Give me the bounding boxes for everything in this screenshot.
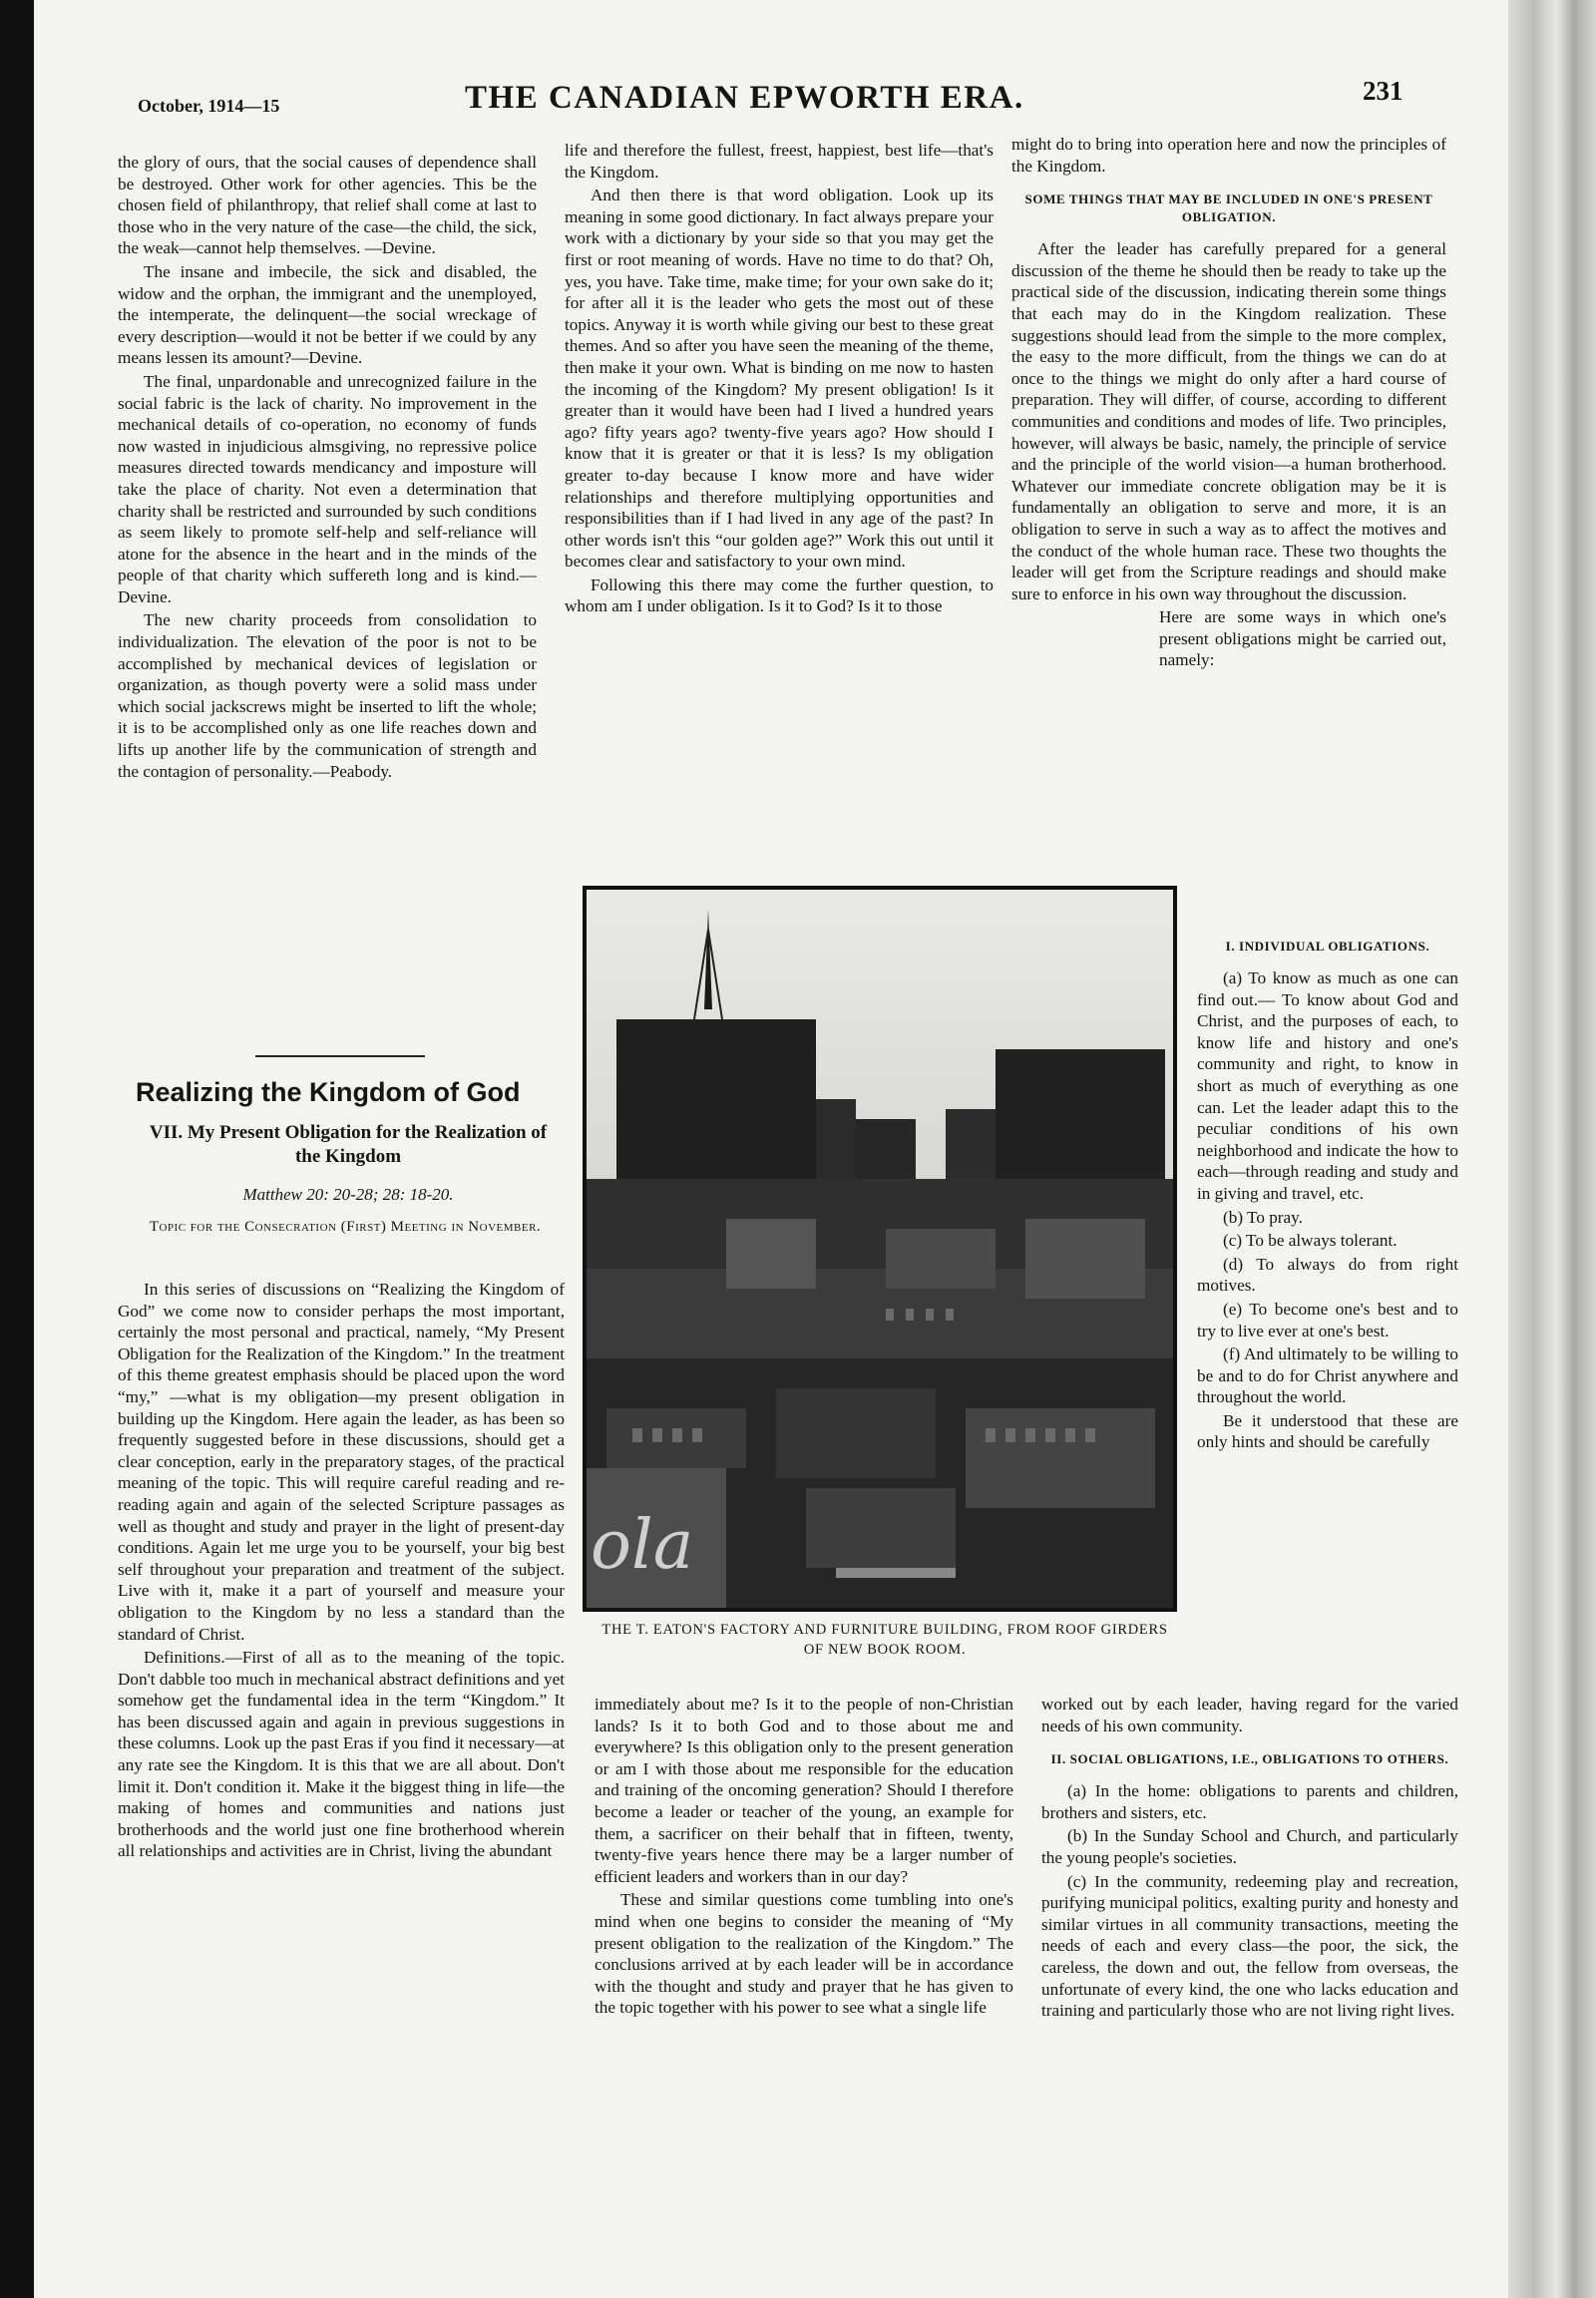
paragraph: The insane and imbecile, the sick and disabled, the widow and the orphan, the immigrant and the unemployed, the intemperate, the delinquent—the social wreckage of every description—would it not be better if we could by any means lessen its amount?—Devine. [118,261,537,368]
page-number: 231 [1363,76,1403,106]
photo-illustration [587,890,1173,1608]
paragraph: The final, unpardonable and unrecognized failure in the social fabric is the lack of charity. No improvement in the mechanical details of co-operation, no economy of funds now wasted in injudicious almsgiving, no repressive police measures directed towards mendicancy and imposture will take the place of charity. Not even a determination that charity shall be restricted and surrounded by such conditions as seem likely to promote self-help and self-reliance will atone for the absence in the heart and in the minds of the people of that charity which suffereth long and is kind.—Devine. [118,371,537,606]
subheading: SOME THINGS THAT MAY BE INCLUDED IN ONE'S PRESENT OBLIGATION. [1024,192,1433,225]
column-3-bottom [1041,1694,1458,2022]
column-1-top [118,152,537,782]
scripture-text: Matthew 20: 20-28; 28: 18-20. [242,1185,454,1204]
paragraph: worked out by each leader, having regard for the varied needs of his own community. [1041,1695,1458,1735]
subheading: I. INDIVIDUAL OBLIGATIONS. [1225,939,1430,954]
column-3-middle [1197,938,1458,1453]
book-binding-edge [1508,0,1596,2298]
paragraph: These and similar questions come tumbling into one's mind when one begins to consider the meaning of “My present obligation to the realization of the Kingdom.” The conclusions arrived at by each leader will be in accordance with the thought and study and prayer that he has given to the topic together with his power to see what a single life [595,1890,1013,2018]
magazine-title: THE CANADIAN EPWORTH ERA. [465,80,1024,116]
section-subtitle: VII. My Present Obligation for the Realization of the Kingdom [149,1122,548,1167]
list-item: (a) To know as much as one can find out.— To know about God and Christ, and the purposes of each, to know life and history and one's community and right, to know in short as much of everything as one can. Let the leader adapt this to the peculiar conditions of his own neighborhood and indicate the how to each—through reading and study and in giving and travel, etc. [1197,968,1458,1203]
paragraph: After the leader has carefully prepared for a general discussion of the theme he should then be ready to take up the practical side of the discussion, indicating therein some things that each may do in the Kingdom realization. These suggestions should lead from the simple to the more complex, the easy to the more difficult, from the things we can do at once to the things we might do only after a hard course of preparation. They will differ, of course, according to different communities and conditions and modes of life. Two principles, however, will always be basic, namely, the principle of service and the principle of the world vision—a human brotherhood. Whatever our immediate concrete obligation may be it is fundamentally an obligation to serve and more, it is an obligation to serve in such a way as to affect the motives and the conduct of the whole human race. These two thoughts the leader will get from the Scripture readings and should make sure to enforce in his own way throughout the discussion. [1011,239,1446,603]
paragraph: Definitions.—First of all as to the meaning of the topic. Don't dabble too much in mechanical abstract definitions and yet somehow get the fundamental idea in the term “Kingdom.” It has been discussed again and again in previous suggestions in these columns. Look up the past Eras if you find it necessary—at any rate see the Kingdom. It is this that we are all about. Don't limit it. Don't condition it. Make it the biggest thing in life—the making of homes and communities and nations just brotherhoods and the world just one fine brotherhood wherein all relationships and activities are in Christ, living the abundant [118,1648,565,1861]
paragraph: In this series of discussions on “Realizing the Kingdom of God” we come now to consider perhaps the most important, certainly the most personal and practical, namely, “My Present Obligation for the Realization of the Kingdom.” In the treatment of this theme greatest emphasis should be placed upon the word “my,” —what is my obligation—my present obligation in building up the Kingdom. Here again the leader, as has been so frequently suggested before in these discussions, should get a clear conception, early in the preparatory stages, of the practical meaning of the topic. This will require careful reading and re-reading again and again of the selected Scripture passages as well as thought and study and prayer in the light of present-day conditions. Again let me urge you to be yourself, your big best self throughout your preparation and treatment of the subject. Live with it, make it a part of yourself and measure your obligation to the Kingdom by no less a standard than the standard of Christ. [118,1280,565,1644]
factory-photo [583,886,1177,1612]
column-1-bottom [118,1279,565,1862]
list-item: (c) In the community, redeeming play and recreation, purifying municipal politics, exalting purity and honesty and similar virtues in all community transactions, meeting the needs of each and every class—the poor, the sick, the careless, the down and out, the fellow from overseas, the unfortunate of every kind, the one who lacks education and training and particularly those who are not living right lives. [1041,1871,1458,2021]
column-3-top [1011,134,1446,671]
list-item: (b) In the Sunday School and Church, and particularly the young people's societies. [1041,1826,1458,1867]
column-2-top [565,140,994,617]
sign-lettering: ola [591,1506,694,1585]
list-item: (e) To become one's best and to try to live ever at one's best. [1197,1299,1458,1340]
list-item: (a) In the home: obligations to parents and children, brothers and sisters, etc. [1041,1781,1458,1822]
paragraph: life and therefore the fullest, freest, happiest, best life—that's the Kingdom. [565,141,994,182]
column-2-bottom [595,1694,1013,2019]
photo-caption: THE T. EATON'S FACTORY AND FURNITURE BUILDING, FROM ROOF GIRDERS OF NEW BOOK ROOM. [601,1622,1168,1658]
paragraph: Here are some ways in which one's present obligations might be carried out, namely: [1159,607,1446,670]
section-divider [255,1055,425,1057]
scripture-reference [140,1185,557,1205]
section-title: Realizing the Kingdom of God [136,1077,521,1107]
paragraph: the glory of ours, that the social causes of dependence shall be destroyed. Other work for other agencies. This be the chosen field of philanthropy, that relief shall come at last to those who in the very nature of the case—the child, the sick, the weak—cannot help themselves. —Devine. [118,153,537,258]
paragraph: And then there is that word obligation. Look up its meaning in some good dictionary. In fact always prepare your work with a dictionary by your side so that you may get the first or root meaning of words. Have no time to do that? Oh, yes, you have. Take time, make time; for your own sake do it; for after all it is the leader who gets the most out of these topics. Anyway it is worth while giving our best to these great themes. And so after you have seen the meaning of the theme, then make it your own. What is binding on me now to hasten the incoming of the Kingdom? My present obligation! Is it greater than it would have been had I lived a hundred years ago? fifty years ago? twenty-five years ago? How should I know that it is greater or that it is less? Is my obligation greater to-day because I know more and have wider relationships and therefore multiplying opportunities and responsibilities than if I had lived in any age of the past? In other words isn't this “our golden age?” Work this out until it becomes clear and satisfactory to your own mind. [565,186,994,572]
paragraph: Be it understood that these are only hints and should be carefully [1197,1410,1458,1452]
list-item: (b) To pray. [1223,1207,1303,1227]
scan-left-margin [0,0,34,2298]
topic-line: Topic for the Consecration (First) Meeting in November. [149,1219,542,1235]
paragraph: Following this there may come the further question, to whom am I under obligation. Is it to God? Is it to those [565,574,994,616]
paragraph: The new charity proceeds from consolidation to individualization. The elevation of the poor is not to be accomplished by mechanical devices of legislation or organization, as though poverty were a solid mass under which social jackscrews might be inserted to lift the whole; it is to be accomplished only as one life reaches down and lifts up another life by the communication of strength and the contagion of personality.—Peabody. [118,610,537,781]
subheading: II. SOCIAL OBLIGATIONS, I.E., OBLIGATIONS TO OTHERS. [1050,1751,1449,1767]
issue-date: October, 1914—15 [138,96,280,116]
paragraph: immediately about me? Is it to the people of non-Christian lands? Is it to both God and to those about me and everywhere? Is this obligation only to the present generation or am I with those about me responsible for the education and training of the oncoming generation? Should I therefore become a leader or teacher of the young, an example for them, a sacrificer on their behalf that in fifteen, twenty, twenty-five years hence there may be a larger number of efficient leaders and workers than in our day? [595,1695,1013,1886]
list-item: (f) And ultimately to be willing to be and to do for Christ anywhere and throughout the world. [1197,1344,1458,1407]
list-item: (d) To always do from right motives. [1197,1254,1458,1296]
list-item: (c) To be always tolerant. [1223,1231,1397,1251]
paragraph: might do to bring into operation here and now the principles of the Kingdom. [1011,135,1446,176]
